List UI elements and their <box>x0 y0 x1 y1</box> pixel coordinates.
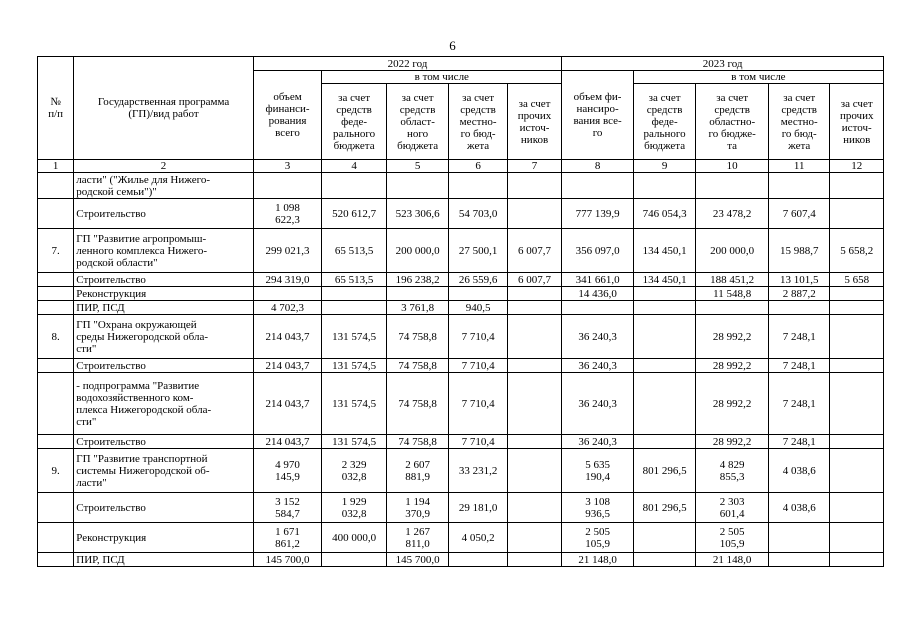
amount-cell: 5 658,2 <box>830 229 884 273</box>
program-name-cell: ласти" ("Жилье для Нижего- родской семьи")" <box>74 173 253 199</box>
amount-cell <box>507 493 561 523</box>
col-header-2023-federal: за счет средств феде- рального бюджета <box>633 84 696 160</box>
amount-cell <box>633 301 696 315</box>
amount-cell <box>830 199 884 229</box>
amount-cell: 33 231,2 <box>449 449 507 493</box>
row-number-cell <box>38 359 74 373</box>
amount-cell: 7 248,1 <box>768 315 830 359</box>
col-header-2022-local: за счет средств местно- го бюд- жета <box>449 84 507 160</box>
row-number-cell <box>38 173 74 199</box>
program-name-cell: Строительство <box>74 435 253 449</box>
column-number: 4 <box>322 160 387 173</box>
row-number-cell <box>38 435 74 449</box>
column-number: 11 <box>768 160 830 173</box>
amount-cell: 2 607 881,9 <box>386 449 449 493</box>
amount-cell <box>507 435 561 449</box>
amount-cell <box>633 523 696 553</box>
amount-cell: 4 050,2 <box>449 523 507 553</box>
amount-cell <box>449 553 507 567</box>
amount-cell: 2 887,2 <box>768 287 830 301</box>
row-number-cell <box>38 273 74 287</box>
amount-cell <box>322 553 387 567</box>
row-number-cell: 7. <box>38 229 74 273</box>
amount-cell: 746 054,3 <box>633 199 696 229</box>
row-number-cell <box>38 553 74 567</box>
amount-cell: 3 108 936,5 <box>562 493 634 523</box>
amount-cell: 341 661,0 <box>562 273 634 287</box>
amount-cell <box>696 301 769 315</box>
amount-cell: 131 574,5 <box>322 315 387 359</box>
table-row <box>38 173 884 199</box>
amount-cell: 26 559,6 <box>449 273 507 287</box>
amount-cell: 3 761,8 <box>386 301 449 315</box>
column-number: 7 <box>507 160 561 173</box>
amount-cell <box>830 523 884 553</box>
amount-cell <box>322 301 387 315</box>
amount-cell: 7 710,4 <box>449 373 507 435</box>
amount-cell: 294 319,0 <box>253 273 322 287</box>
col-header-2023-regional: за счет средств областно- го бюдже- та <box>696 84 769 160</box>
amount-cell: 6 007,7 <box>507 273 561 287</box>
amount-cell: 2 303 601,4 <box>696 493 769 523</box>
amount-cell: 74 758,8 <box>386 359 449 373</box>
amount-cell <box>449 173 507 199</box>
column-number: 1 <box>38 160 74 173</box>
amount-cell <box>633 315 696 359</box>
amount-cell: 134 450,1 <box>633 273 696 287</box>
amount-cell <box>768 173 830 199</box>
amount-cell: 523 306,6 <box>386 199 449 229</box>
amount-cell: 28 992,2 <box>696 315 769 359</box>
amount-cell: 7 710,4 <box>449 359 507 373</box>
amount-cell <box>449 287 507 301</box>
program-name-cell: Строительство <box>74 359 253 373</box>
amount-cell: 777 139,9 <box>562 199 634 229</box>
amount-cell: 801 296,5 <box>633 493 696 523</box>
amount-cell <box>507 449 561 493</box>
col-header-2022-other: за счет прочих источ- ников <box>507 84 561 160</box>
amount-cell: 5 658 <box>830 273 884 287</box>
amount-cell <box>830 493 884 523</box>
table-row <box>38 301 884 315</box>
amount-cell <box>322 287 387 301</box>
amount-cell <box>830 301 884 315</box>
amount-cell: 356 097,0 <box>562 229 634 273</box>
amount-cell: 940,5 <box>449 301 507 315</box>
program-name-cell: Строительство <box>74 199 253 229</box>
program-name-cell: - подпрограмма "Развитие водохозяйственного ком- плекса Нижегородской обла- сти" <box>74 373 253 435</box>
program-name-cell: ПИР, ПСД <box>74 301 253 315</box>
row-number-cell: 9. <box>38 449 74 493</box>
amount-cell: 7 248,1 <box>768 373 830 435</box>
row-number-cell <box>38 493 74 523</box>
amount-cell: 23 478,2 <box>696 199 769 229</box>
table-row <box>38 493 884 523</box>
program-name-cell: ГП "Развитие транспортной системы Нижегородской об- ласти" <box>74 449 253 493</box>
amount-cell <box>830 553 884 567</box>
amount-cell: 4 038,6 <box>768 449 830 493</box>
program-name-cell: ГП "Развитие агропромыш- ленного комплекса Нижего- родской области" <box>74 229 253 273</box>
amount-cell <box>768 301 830 315</box>
amount-cell: 28 992,2 <box>696 373 769 435</box>
amount-cell: 200 000,0 <box>386 229 449 273</box>
table-body <box>38 173 884 567</box>
table-row <box>38 373 884 435</box>
amount-cell: 4 829 855,3 <box>696 449 769 493</box>
amount-cell: 400 000,0 <box>322 523 387 553</box>
amount-cell: 14 436,0 <box>562 287 634 301</box>
amount-cell: 6 007,7 <box>507 229 561 273</box>
amount-cell <box>830 173 884 199</box>
amount-cell: 4 970 145,9 <box>253 449 322 493</box>
including-2023-header: в том числе <box>633 71 883 84</box>
row-number-cell <box>38 287 74 301</box>
amount-cell <box>507 173 561 199</box>
amount-cell: 801 296,5 <box>633 449 696 493</box>
amount-cell <box>507 315 561 359</box>
row-number-cell <box>38 523 74 553</box>
program-name-cell: ПИР, ПСД <box>74 553 253 567</box>
amount-cell: 7 710,4 <box>449 315 507 359</box>
amount-cell: 2 505 105,9 <box>696 523 769 553</box>
amount-cell <box>386 287 449 301</box>
table-row <box>38 199 884 229</box>
amount-cell <box>830 315 884 359</box>
program-name-cell: Строительство <box>74 273 253 287</box>
column-number: 10 <box>696 160 769 173</box>
amount-cell <box>830 373 884 435</box>
amount-cell: 4 702,3 <box>253 301 322 315</box>
column-number: 6 <box>449 160 507 173</box>
table-row <box>38 287 884 301</box>
amount-cell: 214 043,7 <box>253 435 322 449</box>
amount-cell <box>768 523 830 553</box>
row-number-cell <box>38 373 74 435</box>
amount-cell: 28 992,2 <box>696 359 769 373</box>
amount-cell <box>696 173 769 199</box>
amount-cell: 54 703,0 <box>449 199 507 229</box>
amount-cell: 36 240,3 <box>562 435 634 449</box>
amount-cell <box>633 173 696 199</box>
amount-cell: 27 500,1 <box>449 229 507 273</box>
year-2023-header: 2023 год <box>562 57 884 71</box>
amount-cell <box>507 523 561 553</box>
financing-table <box>37 56 884 567</box>
column-number: 5 <box>386 160 449 173</box>
amount-cell: 131 574,5 <box>322 373 387 435</box>
amount-cell: 7 607,4 <box>768 199 830 229</box>
amount-cell: 131 574,5 <box>322 435 387 449</box>
program-name-cell: Реконструкция <box>74 287 253 301</box>
amount-cell <box>507 359 561 373</box>
amount-cell <box>633 287 696 301</box>
amount-cell <box>507 287 561 301</box>
amount-cell <box>768 553 830 567</box>
amount-cell <box>253 287 322 301</box>
amount-cell: 7 248,1 <box>768 435 830 449</box>
amount-cell <box>253 173 322 199</box>
amount-cell: 13 101,5 <box>768 273 830 287</box>
column-number: 9 <box>633 160 696 173</box>
amount-cell: 7 710,4 <box>449 435 507 449</box>
amount-cell: 299 021,3 <box>253 229 322 273</box>
amount-cell <box>507 301 561 315</box>
amount-cell: 1 929 032,8 <box>322 493 387 523</box>
amount-cell <box>386 173 449 199</box>
amount-cell: 74 758,8 <box>386 435 449 449</box>
col-header-no: № п/п <box>38 57 74 160</box>
row-number-cell <box>38 301 74 315</box>
program-name-cell: ГП "Охрана окружающей среды Нижегородской обла- сти" <box>74 315 253 359</box>
amount-cell: 145 700,0 <box>386 553 449 567</box>
column-number-row <box>38 160 884 173</box>
amount-cell <box>633 553 696 567</box>
col-header-2023-local: за счет средств местно- го бюд- жета <box>768 84 830 160</box>
amount-cell: 2 329 032,8 <box>322 449 387 493</box>
amount-cell <box>507 553 561 567</box>
including-2022-header: в том числе <box>322 71 562 84</box>
amount-cell <box>830 359 884 373</box>
table-row <box>38 449 884 493</box>
amount-cell <box>830 435 884 449</box>
amount-cell: 1 267 811,0 <box>386 523 449 553</box>
amount-cell: 214 043,7 <box>253 315 322 359</box>
page-number: 6 <box>449 38 456 53</box>
amount-cell <box>633 359 696 373</box>
amount-cell <box>562 173 634 199</box>
amount-cell: 11 548,8 <box>696 287 769 301</box>
amount-cell: 4 038,6 <box>768 493 830 523</box>
amount-cell: 74 758,8 <box>386 373 449 435</box>
amount-cell: 134 450,1 <box>633 229 696 273</box>
amount-cell: 21 148,0 <box>562 553 634 567</box>
amount-cell: 65 513,5 <box>322 273 387 287</box>
amount-cell: 3 152 584,7 <box>253 493 322 523</box>
column-number: 2 <box>74 160 253 173</box>
amount-cell: 1 098 622,3 <box>253 199 322 229</box>
amount-cell: 29 181,0 <box>449 493 507 523</box>
amount-cell <box>633 435 696 449</box>
table-row <box>38 523 884 553</box>
amount-cell: 145 700,0 <box>253 553 322 567</box>
table-row <box>38 315 884 359</box>
amount-cell: 5 635 190,4 <box>562 449 634 493</box>
column-number: 12 <box>830 160 884 173</box>
amount-cell: 131 574,5 <box>322 359 387 373</box>
amount-cell: 196 238,2 <box>386 273 449 287</box>
amount-cell <box>830 449 884 493</box>
row-number-cell <box>38 199 74 229</box>
amount-cell: 7 248,1 <box>768 359 830 373</box>
year-2022-header: 2022 год <box>253 57 562 71</box>
amount-cell: 1 671 861,2 <box>253 523 322 553</box>
amount-cell: 15 988,7 <box>768 229 830 273</box>
amount-cell: 1 194 370,9 <box>386 493 449 523</box>
col-header-2023-total: объем фи- нансиро- вания все- го <box>562 71 634 160</box>
table-row <box>38 273 884 287</box>
amount-cell <box>322 173 387 199</box>
table-row <box>38 229 884 273</box>
amount-cell <box>562 301 634 315</box>
amount-cell <box>633 373 696 435</box>
amount-cell: 36 240,3 <box>562 373 634 435</box>
amount-cell: 188 451,2 <box>696 273 769 287</box>
col-header-2022-total: объем финанси- рования всего <box>253 71 322 160</box>
amount-cell: 2 505 105,9 <box>562 523 634 553</box>
amount-cell: 36 240,3 <box>562 315 634 359</box>
amount-cell <box>507 373 561 435</box>
program-name-cell: Реконструкция <box>74 523 253 553</box>
col-header-2022-regional: за счет средств област- ного бюджета <box>386 84 449 160</box>
amount-cell: 200 000,0 <box>696 229 769 273</box>
row-number-cell: 8. <box>38 315 74 359</box>
col-header-2022-federal: за счет средств феде- рального бюджета <box>322 84 387 160</box>
amount-cell: 28 992,2 <box>696 435 769 449</box>
amount-cell: 21 148,0 <box>696 553 769 567</box>
column-number: 8 <box>562 160 634 173</box>
amount-cell: 65 513,5 <box>322 229 387 273</box>
amount-cell: 520 612,7 <box>322 199 387 229</box>
amount-cell <box>830 287 884 301</box>
amount-cell: 74 758,8 <box>386 315 449 359</box>
amount-cell: 36 240,3 <box>562 359 634 373</box>
column-number: 3 <box>253 160 322 173</box>
col-header-2023-other: за счет прочих источ- ников <box>830 84 884 160</box>
table-row <box>38 435 884 449</box>
amount-cell: 214 043,7 <box>253 359 322 373</box>
col-header-program: Государственная программа (ГП)/вид работ <box>74 57 253 160</box>
table-row <box>38 359 884 373</box>
amount-cell: 214 043,7 <box>253 373 322 435</box>
program-name-cell: Строительство <box>74 493 253 523</box>
amount-cell <box>507 199 561 229</box>
table-row <box>38 553 884 567</box>
